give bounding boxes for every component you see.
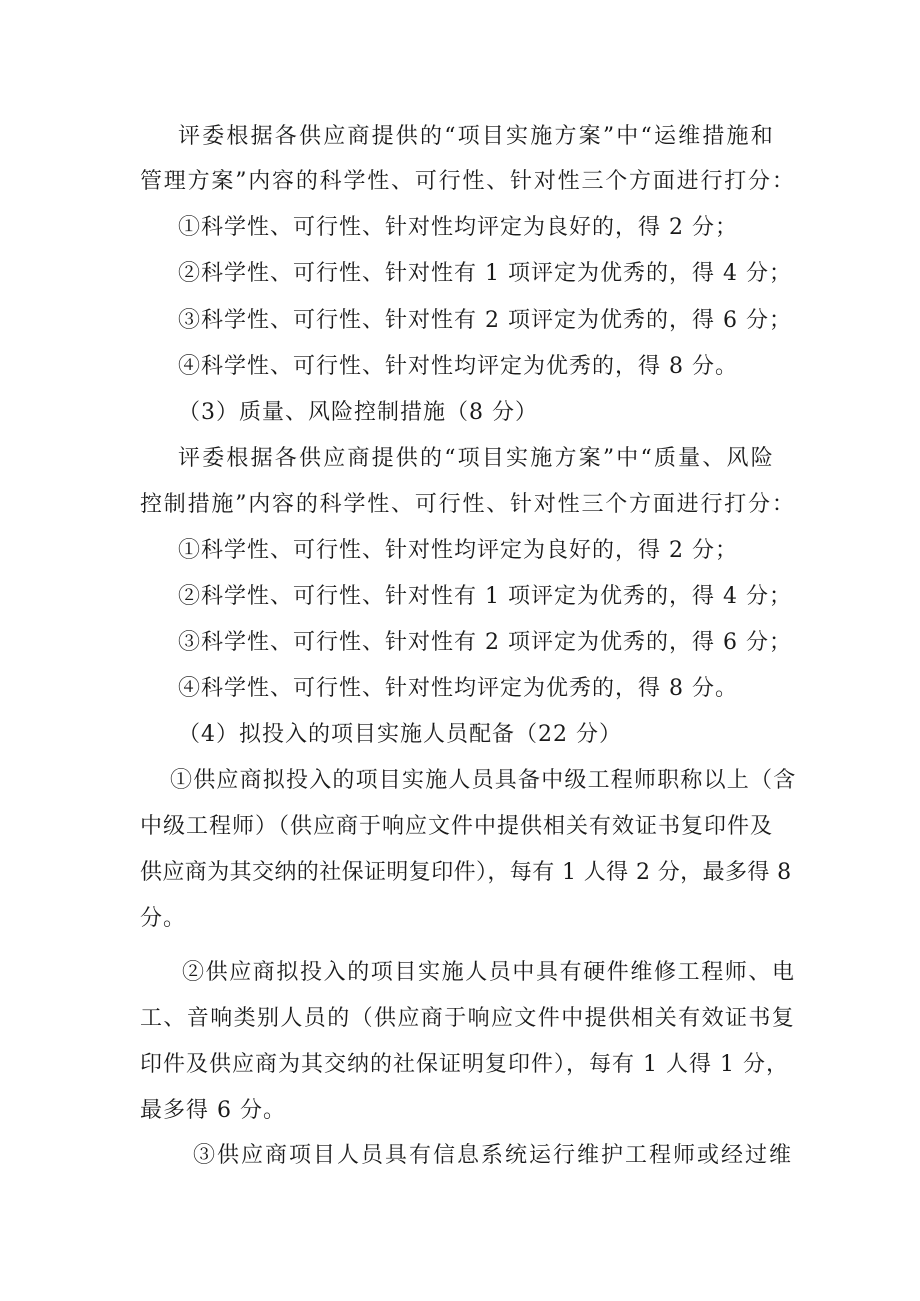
paragraph-line-1: 评委根据各供应商提供的“项目实施方案”中“质量、风险 [178, 446, 775, 471]
list-item-line: ①科学性、可行性、针对性均评定为良好的，得 2 分； [178, 538, 738, 563]
paragraph-line: 中级工程师）（供应商于响应文件中提供相关有效证书复印件及 [140, 814, 774, 839]
list-item-line: ②科学性、可行性、针对性有 1 项评定为优秀的，得 4 分； [178, 261, 792, 286]
paragraph-line: ①供应商拟投入的项目实施人员具备中级工程师职称以上（含 [170, 768, 797, 793]
paragraph-line: 印件及供应商为其交纳的社保证明复印件），每有 1 人得 1 分， [140, 1052, 789, 1077]
paragraph-line: 最多得 6 分。 [140, 1098, 286, 1123]
list-item-line: ④科学性、可行性、针对性均评定为优秀的，得 8 分。 [178, 676, 738, 701]
list-item-line: ③科学性、可行性、针对性有 2 项评定为优秀的，得 6 分； [178, 630, 792, 655]
paragraph-line: ②供应商拟投入的项目实施人员中具有硬件维修工程师、电 [182, 960, 796, 985]
paragraph-line-2: 控制措施”内容的科学性、可行性、针对性三个方面进行打分： [140, 492, 796, 517]
paragraph-line-2: 管理方案”内容的科学性、可行性、针对性三个方面进行打分： [140, 169, 796, 194]
section-heading: （4）拟投入的项目实施人员配备（22 分） [178, 722, 622, 747]
list-item-line: ②科学性、可行性、针对性有 1 项评定为优秀的，得 4 分； [178, 584, 792, 609]
section-heading: （3）质量、风险控制措施（8 分） [178, 400, 538, 425]
paragraph-line: ③供应商项目人员具有信息系统运行维护工程师或经过维 [193, 1143, 794, 1168]
paragraph-line: 供应商为其交纳的社保证明复印件），每有 1 人得 2 分，最多得 8 [140, 860, 792, 885]
paragraph-line-1: 评委根据各供应商提供的“项目实施方案”中“运维措施和 [178, 124, 775, 149]
list-item-line: ①科学性、可行性、针对性均评定为良好的，得 2 分； [178, 215, 738, 240]
paragraph-line: 分。 [140, 906, 187, 931]
list-item-line: ③科学性、可行性、针对性有 2 项评定为优秀的，得 6 分； [178, 308, 792, 333]
list-item-line: ④科学性、可行性、针对性均评定为优秀的，得 8 分。 [178, 354, 738, 379]
paragraph-line: 工、音响类别人员的（供应商于响应文件中提供相关有效证书复 [140, 1006, 796, 1031]
